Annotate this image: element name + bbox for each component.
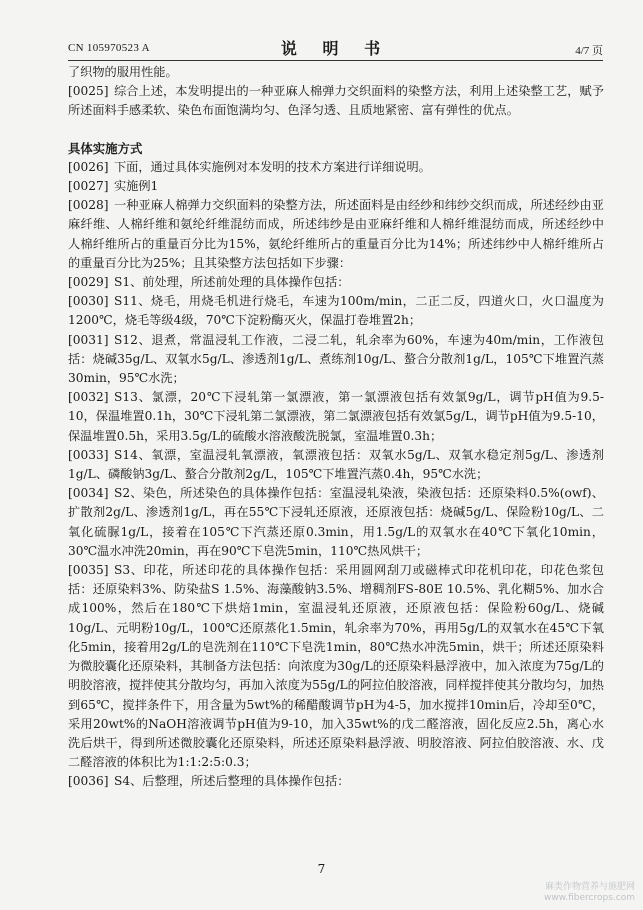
watermark-title: 麻类作物营养与施肥网 [544,882,635,892]
paragraph-number: [0036] [68,774,109,789]
paragraph-text: 实施例1 [114,179,159,194]
paragraph [68,292,604,330]
header-divider [68,60,603,61]
paragraph-continuation [68,63,604,82]
paragraph [68,388,604,446]
paragraph [68,484,604,561]
section-heading: 具体实施方式 [68,140,143,156]
paragraph-text: S1、前处理，所述前处理的具体操作包括： [114,275,350,290]
paragraph-number: [0034] [68,486,109,501]
paragraph [68,82,604,120]
document-type-title: 说 明 书 [280,39,391,58]
paragraph-text: S12、退煮，常温浸轧工作液，二浸二轧，轧余率为60%，车速为40m/min，工作液包括：烧碱35g/L、双氧水5g/L、渗透剂1g/L、煮练剂10g/L、螯合分散剂1g/L，105℃下堆置汽蒸30min，95℃水洗； [68,332,604,386]
paragraph-text: 了织物的服用性能。 [68,65,178,79]
paragraph-text: 下面，通过具体实施例对本发明的技术方案进行详细说明。 [114,159,431,174]
paragraph-number: [0026] [68,159,109,174]
paragraph [68,177,604,196]
paragraph-number: [0031] [68,332,109,347]
patent-number: CN 105970523 A [68,42,150,54]
paragraph-text: S3、印花，所述印花的具体操作包括：采用圆网刮刀或磁棒式印花机印花，印花色浆包括：还原染料3%、防染盐S 1.5%、海藻酸钠3.5%、增稠剂FS-80E 10.5%、乳化糊5%、加水合成100%，然后在180℃下烘焙1min，室温浸轧还原液，还原液包括：保险粉60g/L、烧碱10g/L、元明粉10g/L，100℃还原蒸化1.5min，轧余率为70%，再用5g/L的双氧水在45℃下氧化5min，接着用2g/L的皂洗剂在110℃下皂洗1min，80℃热水冲洗5min，烘干；所述还原染料为微胶囊化还原染料，其制备方法包括：向浓度为30g/L的还原染料悬浮液中，加入浓度为75g/L的明胶溶液，搅拌使其分散均匀，再加入浓度为55g/L的阿拉伯胶溶液，同样搅拌使其分散均匀，加热到65℃，搅拌条件下，用含量为5wt%的稀醋酸调节pH为4-5，加水搅拌10min后，冷却至0℃，采用20wt%的NaOH溶液调节pH值为9-10，加入35wt%的戊二醛溶液，固化反应2.5h，离心水洗后烘干，得到所述微胶囊化还原染料，所述还原染料悬浮液、明胶溶液、阿拉伯胶溶液、水、戊二醛溶液的体积比为1:1:2:5:0.3； [68,563,604,770]
paragraph [68,196,604,273]
page-number: 7 [317,862,326,876]
page-indicator: 4/7 页 [575,45,603,57]
paragraph [68,446,604,484]
paragraph-number: [0032] [68,390,109,405]
paragraph-number: [0027] [68,179,109,194]
paragraph-text: S2、染色，所述染色的具体操作包括：室温浸轧染液，染液包括：还原染料0.5%(owf)、扩散剂2g/L、渗透剂1g/L，再在55℃下浸轧还原液，还原液包括：烧碱5g/L、保险粉10g/L、二氧化硫脲1g/L，接着在105℃下汽蒸还原0.3min，用1.5g/L的双氧水在40℃下氧化10min，30℃温水冲洗20min，再在90℃下皂洗5min，110℃热风烘干； [68,486,604,558]
description-body [68,63,604,792]
site-watermark [544,882,635,904]
paragraph [68,772,604,791]
paragraph [68,273,604,292]
paragraph-number: [0028] [68,198,109,213]
paragraph-text: S14、氧漂，室温浸轧氧漂液，氧漂液包括：双氧水5g/L、双氧水稳定剂5g/L、渗透剂1g/L、磷酸钠3g/L、螯合分散剂2g/L，105℃下堆置汽蒸0.4h，95℃水洗； [68,447,604,482]
paragraph [68,331,604,389]
watermark-url: www.fibercrops.com [544,893,635,903]
paragraph-text: S4、后整理，所述后整理的具体操作包括： [114,774,350,789]
paragraph-text: 一种亚麻人棉弹力交织面料的染整方法，所述面料是由经纱和纬纱交织而成，所述经纱由亚麻纤维、人棉纤维和氨纶纤维混纺而成，所述纬纱是由亚麻纤维和人棉纤维混纺而成，所述经纱中人棉纤维所占的重量百分比为15%，氨纶纤维所占的重量百分比为14%；所述纬纱中人棉纤维所占的重量百分比为25%；且其染整方法包括如下步骤： [68,198,604,270]
paragraph-number: [0035] [68,563,109,578]
paragraph-number: [0030] [68,294,109,309]
paragraph-text: S11、烧毛，用烧毛机进行烧毛，车速为100m/min，二正二反，四道火口，火口温度为1200℃，烧毛等级4级，70℃下淀粉酶灭火，保温打卷堆置2h； [68,294,604,328]
paragraph-number: [0029] [68,275,109,290]
paragraph-number: [0025] [68,84,109,99]
page-header [68,36,603,60]
paragraph-text: 综合上述，本发明提出的一种亚麻人棉弹力交织面料的染整方法，利用上述染整工艺，赋予所述面料手感柔软、染色布面饱满均匀、色泽匀透、且质地紧密、富有弹性的优点。 [68,84,604,118]
paragraph [68,158,604,177]
paragraph [68,561,604,772]
paragraph-number: [0033] [68,447,109,462]
paragraph-text: S13、氯漂，20℃下浸轧第一氯漂液，第一氯漂液包括有效氯9g/L，调节pH值为9.5-10，保温堆置0.1h，30℃下浸轧第二氯漂液，第二氯漂液包括有效氯5g/L，调节pH值为9.5-10，保温堆置0.5h，采用3.5g/L的硫酸水溶液酸洗脱氯，室温堆置0.3h； [68,390,604,443]
